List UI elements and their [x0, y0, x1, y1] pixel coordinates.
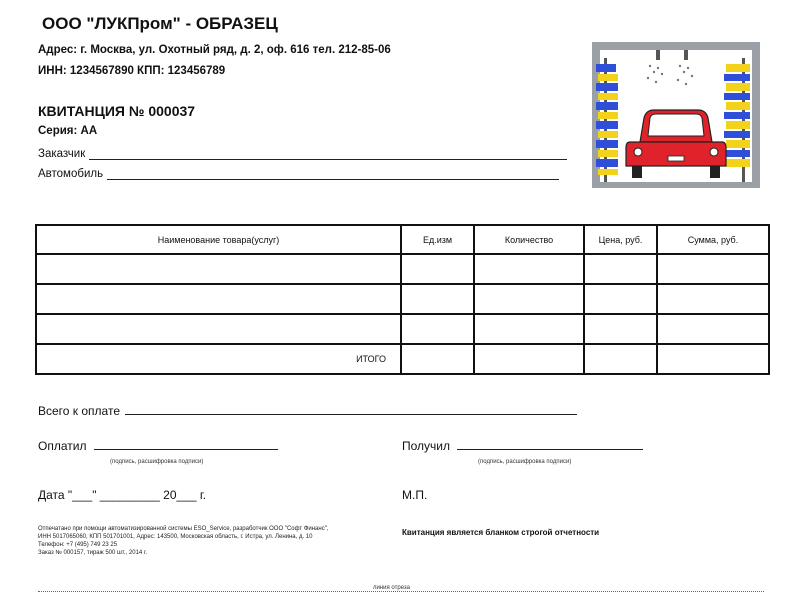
nozzle-right [684, 50, 688, 60]
organization-address: Адрес: г. Москва, ул. Охотный ряд, д. 2, оф. 616 тел. 212-85-06 [38, 44, 391, 56]
received-field [402, 438, 643, 453]
cell-quantity[interactable] [474, 284, 584, 314]
nozzle-left [656, 50, 660, 60]
cell-unit[interactable] [401, 254, 474, 284]
frame-top [592, 42, 760, 50]
cell-amount[interactable] [657, 344, 769, 374]
table-header-row [36, 225, 769, 254]
items-table [35, 224, 770, 375]
header-unit: Ед.изм [401, 225, 474, 254]
frame-right [752, 42, 760, 188]
receipt-title: КВИТАНЦИЯ № 000037 [38, 103, 196, 119]
cell-unit[interactable] [401, 284, 474, 314]
car-label: Автомобиль [38, 168, 104, 180]
header-price: Цена, руб. [584, 225, 657, 254]
receipt-series: Серия: АА [38, 125, 98, 137]
date-field[interactable]: Дата "___" _________ 20___ г. [38, 488, 207, 502]
cell-price[interactable] [584, 284, 657, 314]
organization-name: ООО "ЛУКПром" - ОБРАЗЕЦ [42, 14, 278, 33]
paid-signature-line[interactable] [94, 438, 278, 450]
total-to-pay-label: Всего к оплате [38, 404, 121, 418]
cell-name[interactable] [36, 314, 401, 344]
header-amount: Сумма, руб. [657, 225, 769, 254]
cell-amount[interactable] [657, 254, 769, 284]
cell-amount[interactable] [657, 284, 769, 314]
cell-price[interactable] [584, 344, 657, 374]
total-to-pay-line[interactable] [125, 403, 577, 415]
received-signature-caption: (подпись, расшифровка подписи) [478, 459, 572, 465]
customer-field [38, 147, 567, 160]
cell-unit[interactable] [401, 314, 474, 344]
paid-field [38, 438, 278, 453]
total-to-pay [38, 403, 577, 418]
paid-label: Оплатил [38, 439, 87, 453]
strict-form-note: Квитанция является бланком строгой отчетности [402, 528, 600, 537]
organization-inn-kpp: ИНН: 1234567890 КПП: 123456789 [38, 65, 226, 77]
printer-info-line: Телефон: +7 (495) 749 23 25 [38, 542, 118, 548]
cell-name[interactable] [36, 254, 401, 284]
header-item-name: Наименование товара(услуг) [36, 225, 401, 254]
car-wash-illustration [588, 38, 764, 192]
red-car [626, 110, 726, 178]
printer-info-line: Заказ № 000157, тираж 500 шт., 2014 г. [38, 550, 148, 556]
frame-bottom [592, 182, 760, 188]
printer-info-line: Отпечатано при помощи автоматизированной системы ESO_Service, разработчик ООО "Софт Финанс", [38, 526, 329, 532]
received-signature-line[interactable] [457, 438, 643, 450]
customer-line [89, 147, 567, 160]
cell-price[interactable] [584, 314, 657, 344]
cell-amount[interactable] [657, 314, 769, 344]
cell-name[interactable] [36, 284, 401, 314]
car-field [38, 167, 559, 180]
header-quantity: Количество [474, 225, 584, 254]
table-row [36, 314, 769, 344]
table-row [36, 284, 769, 314]
stamp-label: М.П. [402, 488, 428, 502]
received-label: Получил [402, 439, 450, 453]
printer-info-line: ИНН 5017065060, КПП 501701001, Адрес: 143500, Московская область, г. Истра, ул. Ленина, д. 10 [38, 534, 313, 540]
cell-quantity[interactable] [474, 344, 584, 374]
total-label: ИТОГО [36, 344, 401, 374]
customer-label: Заказчик [38, 148, 86, 160]
table-total-row [36, 344, 769, 374]
paid-signature-caption: (подпись, расшифровка подписи) [110, 459, 204, 465]
table-row [36, 254, 769, 284]
cell-unit[interactable] [401, 344, 474, 374]
right-brush [724, 58, 750, 182]
car-line [107, 167, 559, 180]
cut-line-label: линия отреза [370, 585, 413, 591]
cut-line [38, 591, 764, 592]
cell-quantity[interactable] [474, 254, 584, 284]
printer-info [38, 525, 329, 557]
cell-quantity[interactable] [474, 314, 584, 344]
water-drops [647, 65, 693, 85]
cell-price[interactable] [584, 254, 657, 284]
